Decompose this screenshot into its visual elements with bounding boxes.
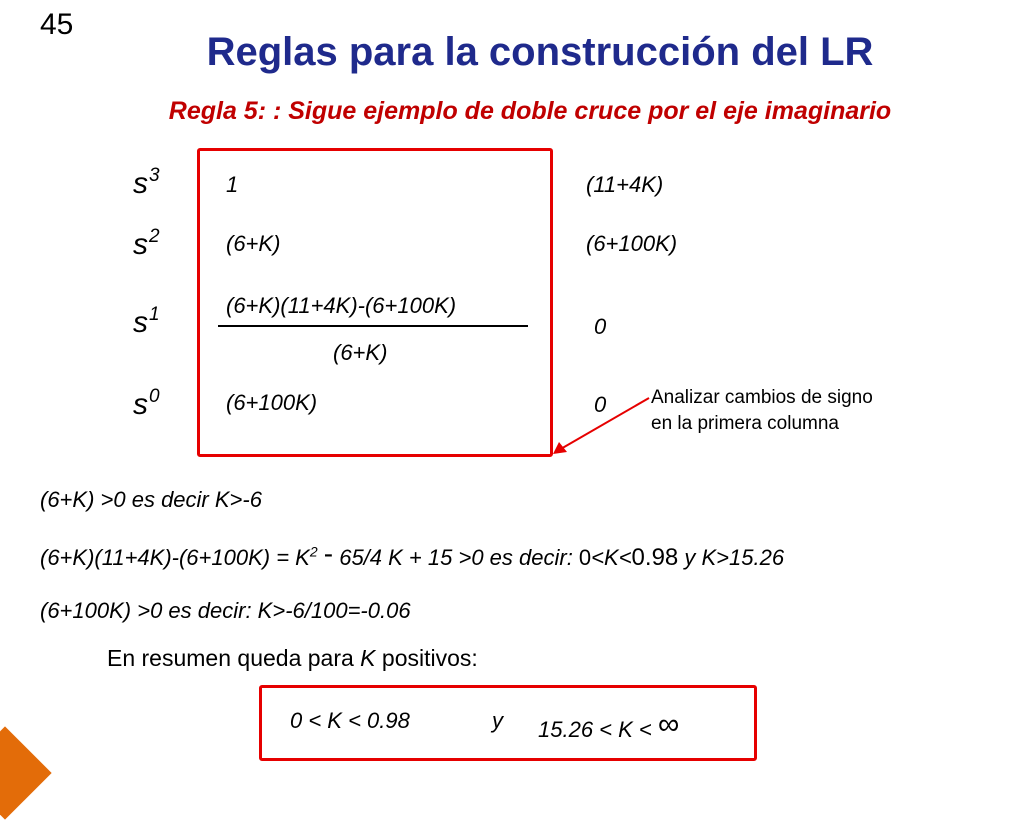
s1-denominator: (6+K) xyxy=(333,340,388,365)
row-label-s2: $s^2$ xyxy=(133,226,160,261)
infinity-symbol: ∞ xyxy=(657,708,680,741)
annotation-line-2: en la primera columna xyxy=(651,413,839,434)
annotation-line-1: Analizar cambios de signo xyxy=(651,387,873,408)
corner-decoration xyxy=(0,726,52,819)
row-label-s1: $s^1$ xyxy=(133,304,160,339)
summary-text: En resumen queda para K positivos: xyxy=(107,645,478,671)
slide-title: Reglas para la construcción del LR xyxy=(206,30,874,74)
annotation-note xyxy=(651,385,873,437)
s1-numerator: (6+K)(11+4K)-(6+100K) xyxy=(226,293,457,318)
s1-col2: 0 xyxy=(594,314,607,339)
s2-col2: (6+100K) xyxy=(586,231,678,256)
s0-col2: 0 xyxy=(594,392,607,417)
s2-col1: (6+K) xyxy=(226,231,281,256)
s0-col1: (6+100K) xyxy=(226,390,318,415)
result-conjunction: y xyxy=(492,708,503,733)
slide-subtitle: Regla 5: : Sigue ejemplo de doble cruce por el eje imaginario xyxy=(168,97,892,125)
slide-number: 45 xyxy=(40,8,74,41)
result-range-1: 0 < K < 0.98 xyxy=(290,708,410,733)
row-label-s3: $s^3$ xyxy=(133,165,160,200)
result-range-2: 15.26 < K < ∞ xyxy=(538,708,680,742)
s3-col2: (11+4K) xyxy=(586,172,664,197)
annotation-arrow xyxy=(545,390,655,460)
condition-1: (6+K) >0 es decir K>-6 xyxy=(40,487,262,512)
fraction-bar xyxy=(218,325,528,327)
condition-2: $(6+K)(11+4K)-(6+100K) = K^2 - 65/4$ K + 15 >0 es decir: 0<K<0.98 y K>15.26 xyxy=(40,538,785,571)
s3-col1: 1 xyxy=(226,172,239,197)
condition-3: (6+100K) >0 es decir: K>-6/100=-0.06 xyxy=(40,598,411,623)
row-label-s0: $s^0$ xyxy=(133,386,160,421)
